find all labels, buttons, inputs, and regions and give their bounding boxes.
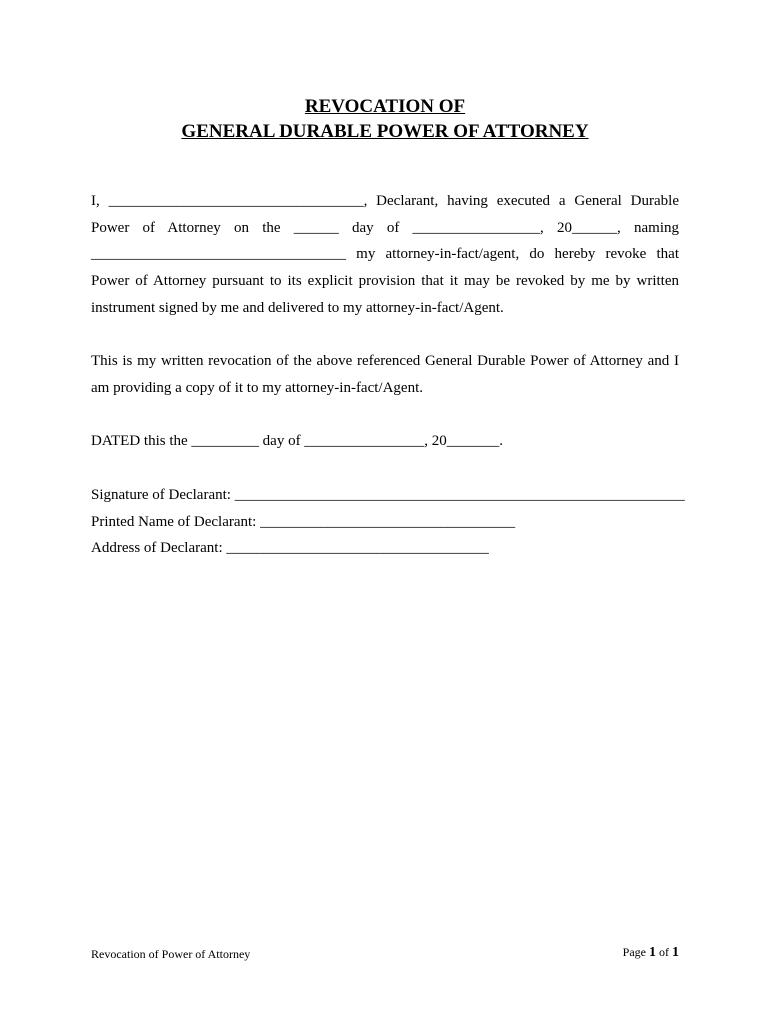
page-current: 1	[649, 945, 656, 960]
footer-document-name: Revocation of Power of Attorney	[91, 947, 251, 961]
printed-name-line: Printed Name of Declarant: __________________________________	[91, 514, 516, 530]
footer-page-number	[623, 945, 679, 961]
page-total: 1	[672, 945, 679, 960]
signature-line: Signature of Declarant: ____________________________________________________________	[91, 487, 685, 503]
address-line: Address of Declarant: ___________________________________	[91, 540, 489, 556]
written-revocation-paragraph: This is my written revocation of the above referenced General Durable Power of Attorney and I am providing a copy of it to my attorney-in-fact/Agent.	[91, 353, 679, 396]
revocation-paragraph: I, __________________________________, Declarant, having executed a General Durable Power of Attorney on the ______ day of _________________, 20______, naming __________________________________ my attorney-in-fact/agent, do hereby revoke that Power of Attorney pursuant to its explicit provision that it may be revoked by me by written instrument signed by me and delivered to my attorney-in-fact/Agent.	[91, 193, 679, 316]
page-label: Page	[622, 945, 646, 959]
of-label: of	[659, 945, 669, 959]
document-title-line1: REVOCATION OF	[304, 96, 466, 117]
document-title-line2: GENERAL DURABLE POWER OF ATTORNEY	[181, 121, 589, 142]
dated-line: DATED this the _________ day of ________________, 20_______.	[91, 433, 504, 449]
